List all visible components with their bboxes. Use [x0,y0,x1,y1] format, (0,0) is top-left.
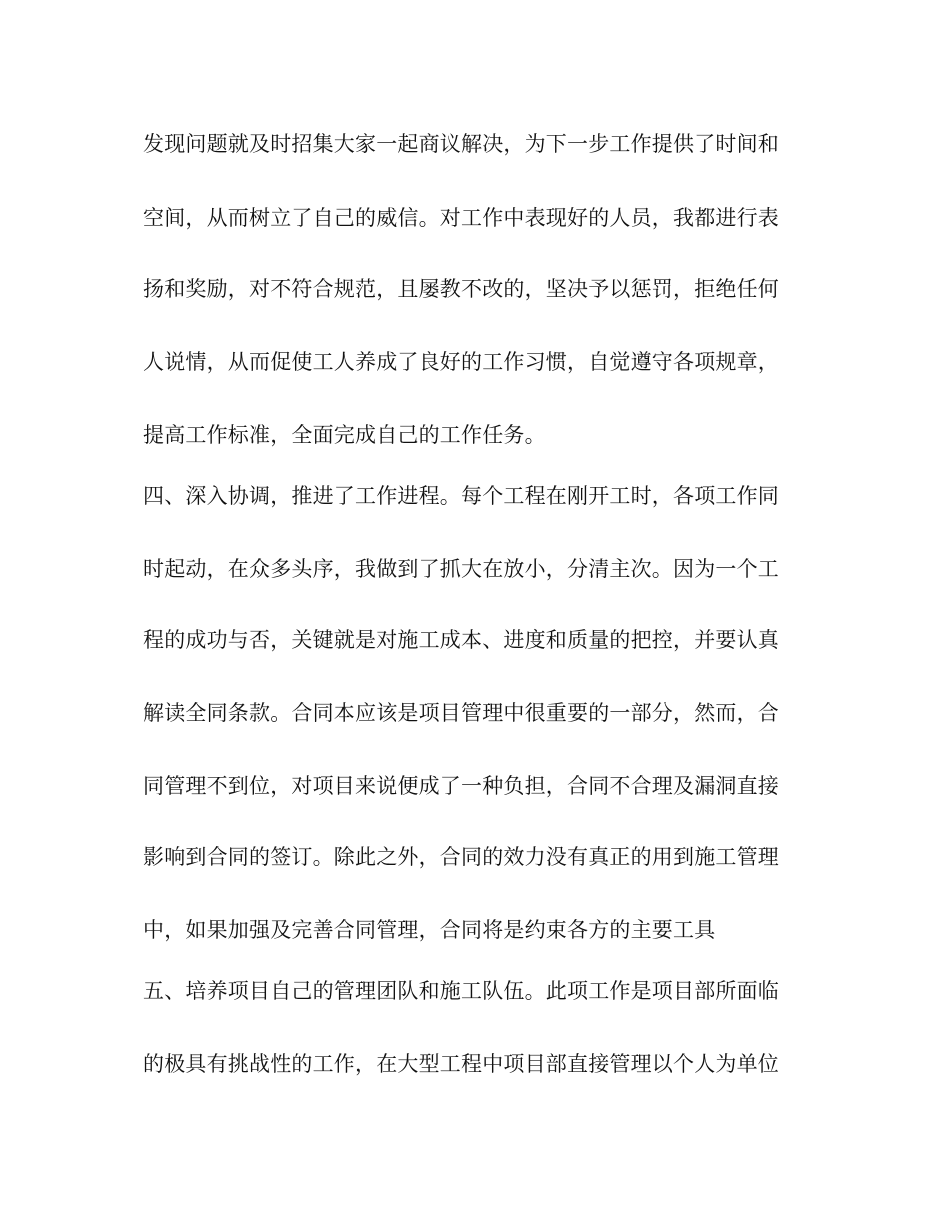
paragraph-heading-line: 五、培养项目自己的管理团队和施工队伍。此项工作是项目部所面临 [143,979,779,1003]
text-line: 时起动，在众多头序，我做到了抓大在放小，分清主次。因为一个工 [143,557,779,581]
text-line: 发现问题就及时招集大家一起商议解决，为下一步工作提供了时间和 [143,132,779,156]
text-line: 的极具有挑战性的工作，在大型工程中项目部直接管理以个人为单位 [143,1052,779,1076]
text-line: 中，如果加强及完善合同管理，合同将是约束各方的主要工具 [143,918,716,942]
text-line: 影响到合同的签订。除此之外，合同的效力没有真正的用到施工管理 [143,845,779,869]
text-line: 扬和奖励，对不符合规范，且屡教不改的，坚决予以惩罚，拒绝任何 [143,277,779,301]
text-line: 提高工作标准，全面完成自己的工作任务。 [143,423,546,447]
text-line: 人说情，从而促使工人养成了良好的工作习惯，自觉遵守各项规章， [143,350,779,374]
paragraph-heading-line: 四、深入协调，推进了工作进程。每个工程在刚开工时，各项工作同 [143,484,779,508]
text-line: 空间，从而树立了自己的威信。对工作中表现好的人员，我都进行表 [143,206,779,230]
text-line: 同管理不到位，对项目来说便成了一种负担，合同不合理及漏洞直接 [143,774,779,798]
text-line: 解读全同条款。合同本应该是项目管理中很重要的一部分，然而，合 [143,701,779,725]
text-line: 程的成功与否，关键就是对施工成本、进度和质量的把控，并要认真 [143,628,779,652]
